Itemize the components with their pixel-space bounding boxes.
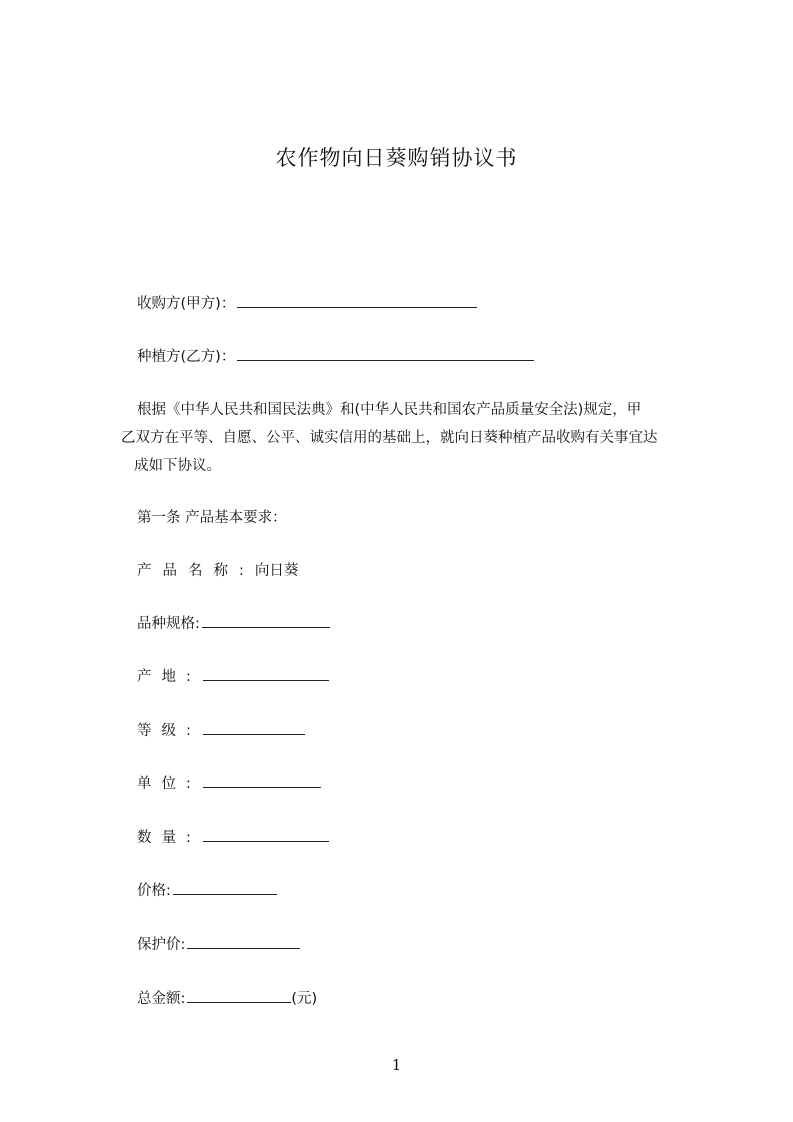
quantity-line [137,826,329,847]
grade-label: 等级: [137,723,201,739]
total-label: 总金额: [137,991,186,1007]
protect-price-line [137,933,300,954]
preamble-line-3: 成如下协议。 [134,458,221,474]
product-name-label: 产品名称: [137,563,255,579]
origin-line [137,665,329,686]
grower-label: 种植方(乙方)： [137,349,236,365]
preamble-paragraph [121,396,707,480]
origin-label: 产地: [137,669,201,685]
preamble-line-1: 根据《中华人民共和国民法典》和(中华人民共和国农产品质量安全法)规定，甲 [137,402,642,418]
buyer-blank[interactable] [237,293,477,308]
total-unit: (元) [291,991,318,1007]
buyer-label: 收购方(甲方)： [137,296,236,312]
unit-label: 单位: [137,776,201,792]
buyer-line [137,292,477,313]
product-name-value: 向日葵 [254,563,299,579]
protect-price-blank[interactable] [187,934,300,949]
total-line [137,987,317,1008]
unit-line [137,772,321,793]
grade-blank[interactable] [203,720,305,735]
total-blank[interactable] [187,988,291,1003]
quantity-label: 数量: [137,830,201,846]
variety-label: 品种规格: [137,616,200,632]
grower-line [137,345,534,366]
quantity-blank[interactable] [203,827,329,842]
origin-blank[interactable] [203,666,329,681]
variety-blank[interactable] [202,613,330,628]
article1-heading: 第一条 产品基本要求： [137,510,287,526]
price-blank[interactable] [173,880,277,895]
grower-blank[interactable] [237,346,534,361]
product-name-line [137,559,298,580]
variety-line [137,612,330,633]
document-title: 农作物向日葵购销协议书 [275,146,518,170]
page-number: 1 [391,1056,402,1074]
preamble-line-2: 乙双方在平等、自愿、公平、诚实信用的基础上，就向日葵种植产品收购有关事宜达 [121,430,658,446]
price-line [137,879,277,900]
unit-blank[interactable] [203,773,321,788]
protect-price-label: 保护价: [137,937,186,953]
price-label: 价格: [137,883,171,899]
grade-line [137,719,305,740]
